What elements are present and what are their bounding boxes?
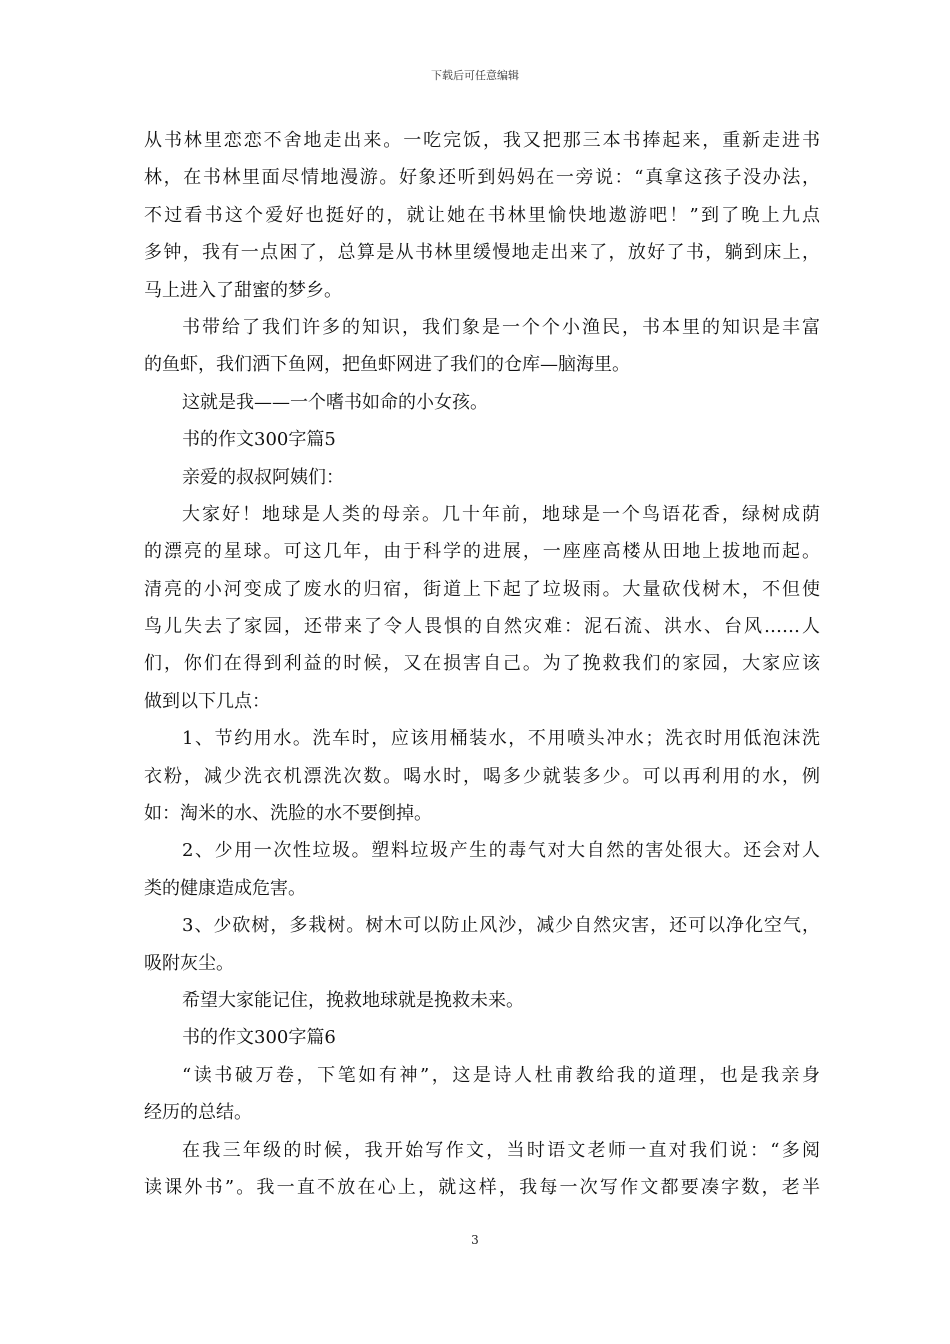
text-line: 经历的总结。 — [144, 1102, 252, 1124]
text-line: 林，在书林里面尽情地漫游。好象还听到妈妈在一旁说：“真拿这孩子没办法， — [144, 167, 820, 189]
page-header: 下载后可任意编辑 — [431, 69, 519, 82]
text-line: 1、节约用水。洗车时，应该用桶装水，不用喷头冲水；洗衣时用低泡沫洗 — [182, 728, 820, 750]
text-line: 希望大家能记住，挽救地球就是挽救未来。 — [182, 989, 524, 1011]
text-line: 如：淘米的水、洗脸的水不要倒掉。 — [144, 803, 432, 825]
text-line: 的漂亮的星球。可这几年，由于科学的进展，一座座高楼从田地上拔地而起。 — [144, 541, 820, 563]
text-line: 多钟，我有一点困了，总算是从书林里缓慢地走出来了，放好了书，躺到床上， — [144, 242, 820, 264]
text-line: 读课外书”。我一直不放在心上，就这样，我每一次写作文都要凑字数，老半 — [144, 1176, 820, 1198]
document-body — [144, 122, 820, 1206]
text-line: 从书林里恋恋不舍地走出来。一吃完饭，我又把那三本书捧起来，重新走进书 — [144, 130, 820, 151]
text-line: 书的作文300字篇6 — [182, 1027, 336, 1049]
text-line: 这就是我——一个嗜书如命的小女孩。 — [182, 391, 488, 413]
text-line: 吸附灰尘。 — [144, 952, 234, 974]
text-line: 书带给了我们许多的知识，我们象是一个个小渔民，书本里的知识是丰富 — [182, 316, 820, 338]
text-line: 衣粉，减少洗衣机漂洗次数。喝水时，喝多少就装多少。可以再利用的水，例 — [144, 765, 820, 787]
text-line: 在我三年级的时候，我开始写作文，当时语文老师一直对我们说：“多阅 — [182, 1139, 820, 1161]
text-line: 马上进入了甜蜜的梦乡。 — [144, 279, 342, 301]
text-line: 书的作文300字篇5 — [182, 429, 336, 451]
text-line: “读书破万卷，下笔如有神”，这是诗人杜甫教给我的道理，也是我亲身 — [182, 1064, 820, 1086]
text-line: 清亮的小河变成了废水的归宿，街道上下起了垃圾雨。大量砍伐树木，不但使 — [144, 578, 820, 600]
text-line: 亲爱的叔叔阿姨们： — [182, 466, 344, 488]
page-number: 3 — [471, 1233, 479, 1247]
text-line: 鸟儿失去了家园，还带来了令人畏惧的自然灾难：泥石流、洪水、台风……人 — [144, 616, 820, 638]
text-line: 们，你们在得到利益的时候，又在损害自己。为了挽救我们的家园，大家应该 — [144, 653, 820, 675]
text-line: 类的健康造成危害。 — [144, 877, 306, 899]
text-line: 的鱼虾，我们洒下鱼网，把鱼虾网进了我们的仓库—脑海里。 — [144, 354, 630, 376]
text-line: 3、少砍树，多栽树。树木可以防止风沙，减少自然灾害，还可以净化空气， — [182, 915, 820, 937]
text-line: 2、少用一次性垃圾。塑料垃圾产生的毒气对大自然的害处很大。还会对人 — [182, 840, 820, 862]
text-line: 做到以下几点： — [144, 690, 270, 712]
text-line: 不过看书这个爱好也挺好的，就让她在书林里愉快地遨游吧！”到了晚上九点 — [144, 204, 820, 226]
text-line: 大家好！地球是人类的母亲。几十年前，地球是一个鸟语花香，绿树成荫 — [182, 503, 820, 525]
